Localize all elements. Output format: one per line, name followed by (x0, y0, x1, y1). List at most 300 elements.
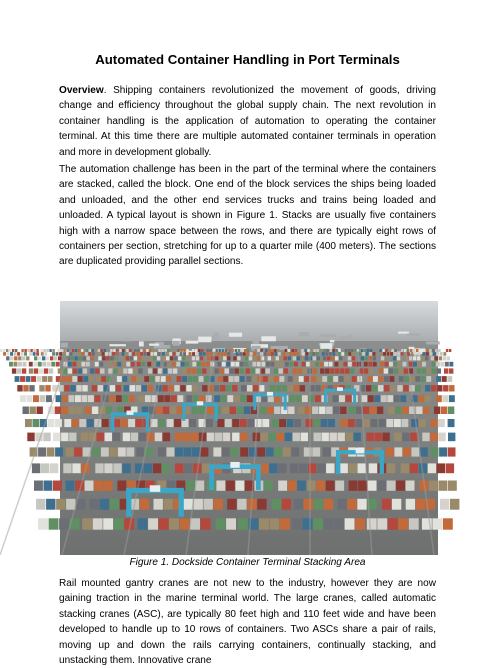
container (50, 463, 58, 473)
container (394, 447, 402, 456)
container (91, 356, 94, 360)
crane-trolley (127, 411, 134, 415)
container (110, 356, 113, 360)
container (232, 385, 237, 391)
container (90, 499, 99, 510)
container (299, 463, 307, 473)
container (447, 356, 450, 360)
container (240, 376, 245, 382)
container (20, 376, 25, 382)
container (192, 368, 196, 373)
container (448, 433, 455, 442)
container (430, 433, 437, 442)
container (89, 349, 91, 352)
container (423, 407, 429, 415)
container (81, 433, 88, 442)
container (174, 419, 181, 427)
container (67, 376, 72, 382)
container (246, 352, 249, 356)
container (86, 362, 90, 367)
container (27, 349, 29, 352)
container (86, 349, 88, 352)
container (3, 349, 5, 352)
container (450, 499, 459, 510)
container (146, 349, 148, 352)
container (296, 352, 299, 356)
container (6, 349, 8, 352)
container (202, 385, 207, 391)
container (183, 433, 190, 442)
container (130, 385, 135, 391)
container (25, 419, 32, 427)
container (311, 376, 316, 382)
container (358, 463, 366, 473)
container (430, 419, 437, 427)
container (324, 362, 328, 367)
container (232, 433, 239, 442)
container (223, 433, 230, 442)
container (41, 463, 49, 473)
container (130, 356, 133, 360)
container (78, 352, 81, 356)
container (166, 356, 169, 360)
container (352, 356, 355, 360)
container (126, 362, 130, 367)
container (108, 362, 112, 367)
container (369, 352, 372, 356)
container (330, 433, 337, 442)
container (319, 349, 321, 352)
container (306, 419, 313, 427)
container (319, 407, 325, 415)
container (201, 447, 209, 456)
container (95, 395, 101, 402)
container (380, 362, 384, 367)
container (374, 395, 380, 402)
container (389, 368, 393, 373)
container (326, 463, 334, 473)
container (158, 447, 166, 456)
container (76, 407, 82, 415)
container (440, 499, 449, 510)
container (206, 419, 213, 427)
container (101, 376, 106, 382)
container (432, 349, 434, 352)
distant-building (426, 341, 440, 344)
container (137, 349, 139, 352)
block-paragraph: The automation challenge has been in the part of the terminal where the containers are stacked, called the block. One end of the block services the ships being loaded and unloaded, and the other end services trucks and trains being loaded and unloaded. A typical layout is shown in Figure 1. Stacks are usually five containers high with a narrow space between the rows, and there are typically eight rows of containers per section, stretching for up to a quarter mile (400 meters). The sections are duplicated providing parallel sections. (59, 164, 436, 268)
container (142, 385, 147, 391)
container (311, 362, 315, 367)
container (196, 352, 199, 356)
container (279, 368, 283, 373)
container (142, 356, 145, 360)
container (98, 349, 100, 352)
distant-building (139, 341, 144, 346)
container (72, 376, 77, 382)
container (72, 349, 74, 352)
container (288, 407, 294, 415)
container (182, 376, 187, 382)
container (24, 349, 26, 352)
container (240, 419, 247, 427)
container (46, 356, 49, 360)
container (151, 352, 154, 356)
container (10, 356, 13, 360)
container (316, 349, 318, 352)
container (326, 481, 335, 491)
container (136, 419, 143, 427)
container (312, 407, 318, 415)
container (357, 499, 366, 510)
container (293, 352, 296, 356)
container (394, 419, 401, 427)
container (348, 356, 351, 360)
container (247, 349, 249, 352)
container (53, 433, 60, 442)
container (341, 352, 344, 356)
container (355, 419, 362, 427)
container (245, 356, 248, 360)
container (122, 463, 130, 473)
crane-leg (111, 412, 114, 431)
container (271, 352, 274, 356)
container (367, 349, 369, 352)
container (23, 407, 29, 415)
container (153, 463, 161, 473)
container (354, 433, 361, 442)
container (390, 352, 393, 356)
container (247, 395, 253, 402)
container (387, 463, 395, 473)
distant-building (149, 344, 159, 346)
container (236, 352, 239, 356)
distant-building (61, 343, 68, 348)
container (290, 463, 298, 473)
container (22, 368, 26, 373)
container (61, 376, 66, 382)
container (186, 385, 191, 391)
container (368, 376, 373, 382)
container (398, 362, 402, 367)
container (213, 447, 221, 456)
container (448, 481, 457, 491)
container (368, 395, 374, 402)
container (82, 518, 92, 529)
container (443, 385, 448, 391)
container (399, 368, 403, 373)
container (180, 352, 183, 356)
container (394, 433, 401, 442)
container (330, 349, 332, 352)
container (170, 356, 173, 360)
container (81, 352, 84, 356)
container (226, 518, 236, 529)
container (253, 385, 258, 391)
overview-paragraph (59, 83, 436, 160)
container (361, 356, 364, 360)
container (298, 368, 302, 373)
container (140, 349, 142, 352)
container (105, 433, 112, 442)
container (386, 447, 394, 456)
container (134, 349, 136, 352)
container (436, 352, 439, 356)
container (442, 395, 448, 402)
container (402, 433, 409, 442)
container (377, 407, 383, 415)
container (384, 368, 388, 373)
distant-building (330, 340, 334, 342)
container (330, 368, 334, 373)
container (118, 447, 126, 456)
container (122, 349, 124, 352)
container (187, 368, 191, 373)
container (206, 352, 209, 356)
container (407, 352, 410, 356)
container (201, 349, 203, 352)
container (234, 395, 240, 402)
crane-leg (215, 403, 218, 421)
container (354, 349, 356, 352)
container (17, 385, 22, 391)
container (263, 376, 268, 382)
container (301, 349, 303, 352)
container (425, 385, 430, 391)
container (153, 356, 156, 360)
container (122, 362, 126, 367)
container (285, 362, 289, 367)
container (304, 376, 309, 382)
container (79, 419, 86, 427)
container (239, 352, 242, 356)
container (34, 368, 38, 373)
container (421, 376, 426, 382)
container (53, 481, 62, 491)
container (43, 433, 50, 442)
crane-trolley (337, 387, 343, 391)
container (338, 352, 341, 356)
container (327, 356, 330, 360)
container (221, 395, 227, 402)
container (448, 419, 455, 427)
container (69, 395, 75, 402)
container (52, 352, 55, 356)
container (173, 352, 176, 356)
container (348, 352, 351, 356)
container (49, 368, 53, 373)
container (46, 349, 48, 352)
container (338, 433, 345, 442)
container (31, 376, 36, 382)
container (348, 349, 350, 352)
container (173, 368, 177, 373)
container (368, 481, 377, 491)
container (207, 349, 209, 352)
container (9, 349, 11, 352)
container (317, 356, 320, 360)
container (240, 447, 248, 456)
container (240, 362, 244, 367)
container (128, 368, 132, 373)
container (227, 395, 233, 402)
container (18, 356, 21, 360)
container (138, 356, 141, 360)
crane-leg (179, 488, 184, 517)
distant-building (109, 344, 126, 346)
container (85, 481, 94, 491)
container (388, 518, 398, 529)
container (167, 349, 169, 352)
container (196, 356, 199, 360)
container (225, 349, 227, 352)
container (413, 362, 417, 367)
container (374, 433, 381, 442)
container (284, 368, 288, 373)
container (363, 419, 370, 427)
container (192, 352, 195, 356)
container (322, 376, 327, 382)
container (394, 368, 398, 373)
container (312, 352, 315, 356)
container (387, 481, 396, 491)
container (314, 499, 323, 510)
container (105, 352, 108, 356)
container (345, 349, 347, 352)
container (244, 407, 250, 415)
container (220, 385, 225, 391)
container (392, 499, 401, 510)
container (394, 352, 397, 356)
container (345, 518, 355, 529)
container (78, 368, 82, 373)
container (70, 385, 75, 391)
container (48, 376, 53, 382)
container (413, 356, 416, 360)
container (29, 362, 33, 367)
container (224, 352, 227, 356)
container (49, 349, 51, 352)
container (437, 385, 442, 391)
container (416, 349, 418, 352)
container (403, 385, 408, 391)
container (279, 362, 283, 367)
container (438, 481, 447, 491)
container (293, 368, 297, 373)
container (429, 349, 431, 352)
container (313, 349, 315, 352)
container (267, 352, 270, 356)
container (398, 518, 408, 529)
container (399, 376, 404, 382)
figure-caption: Figure 1. Dockside Container Terminal Stacking Area (129, 557, 366, 568)
container (313, 419, 320, 427)
container (401, 419, 408, 427)
container (294, 419, 301, 427)
container (192, 362, 196, 367)
container (400, 395, 406, 402)
container (137, 376, 142, 382)
distant-building (261, 336, 276, 341)
container (197, 362, 201, 367)
container (333, 376, 338, 382)
container (406, 481, 415, 491)
container (87, 356, 90, 360)
container (438, 419, 445, 427)
container (192, 447, 200, 456)
container (6, 356, 9, 360)
container (404, 376, 409, 382)
container (119, 349, 121, 352)
container (169, 518, 179, 529)
container (256, 368, 260, 373)
container (195, 349, 197, 352)
container (378, 385, 383, 391)
container (274, 447, 282, 456)
container (438, 349, 440, 352)
container (335, 368, 339, 373)
container (252, 376, 257, 382)
container (109, 395, 115, 402)
container (274, 407, 280, 415)
container (348, 362, 352, 367)
container (185, 362, 189, 367)
container (238, 518, 248, 529)
container (138, 395, 144, 402)
container (152, 349, 154, 352)
container (44, 481, 53, 491)
container (294, 499, 303, 510)
container (383, 352, 386, 356)
container (282, 499, 291, 510)
container (241, 349, 243, 352)
container (203, 352, 206, 356)
container (174, 385, 179, 391)
container (215, 368, 219, 373)
container (307, 481, 316, 491)
container (184, 463, 192, 473)
container (410, 463, 418, 473)
distant-building (229, 333, 242, 337)
container (407, 349, 409, 352)
container (217, 352, 220, 356)
container (339, 362, 343, 367)
container (164, 395, 170, 402)
container (204, 499, 213, 510)
container (260, 463, 268, 473)
container (340, 407, 346, 415)
container (316, 352, 319, 356)
container-stacks (0, 349, 459, 555)
container (158, 349, 160, 352)
container (287, 419, 294, 427)
container (332, 352, 335, 356)
container (128, 419, 135, 427)
container (21, 352, 24, 356)
container (58, 368, 62, 373)
container (39, 385, 44, 391)
container (257, 499, 266, 510)
container (252, 362, 256, 367)
container (133, 368, 137, 373)
container (92, 447, 100, 456)
container (417, 356, 420, 360)
container (156, 362, 160, 367)
container (176, 362, 180, 367)
container (184, 447, 192, 456)
container (33, 395, 39, 402)
container (317, 376, 322, 382)
